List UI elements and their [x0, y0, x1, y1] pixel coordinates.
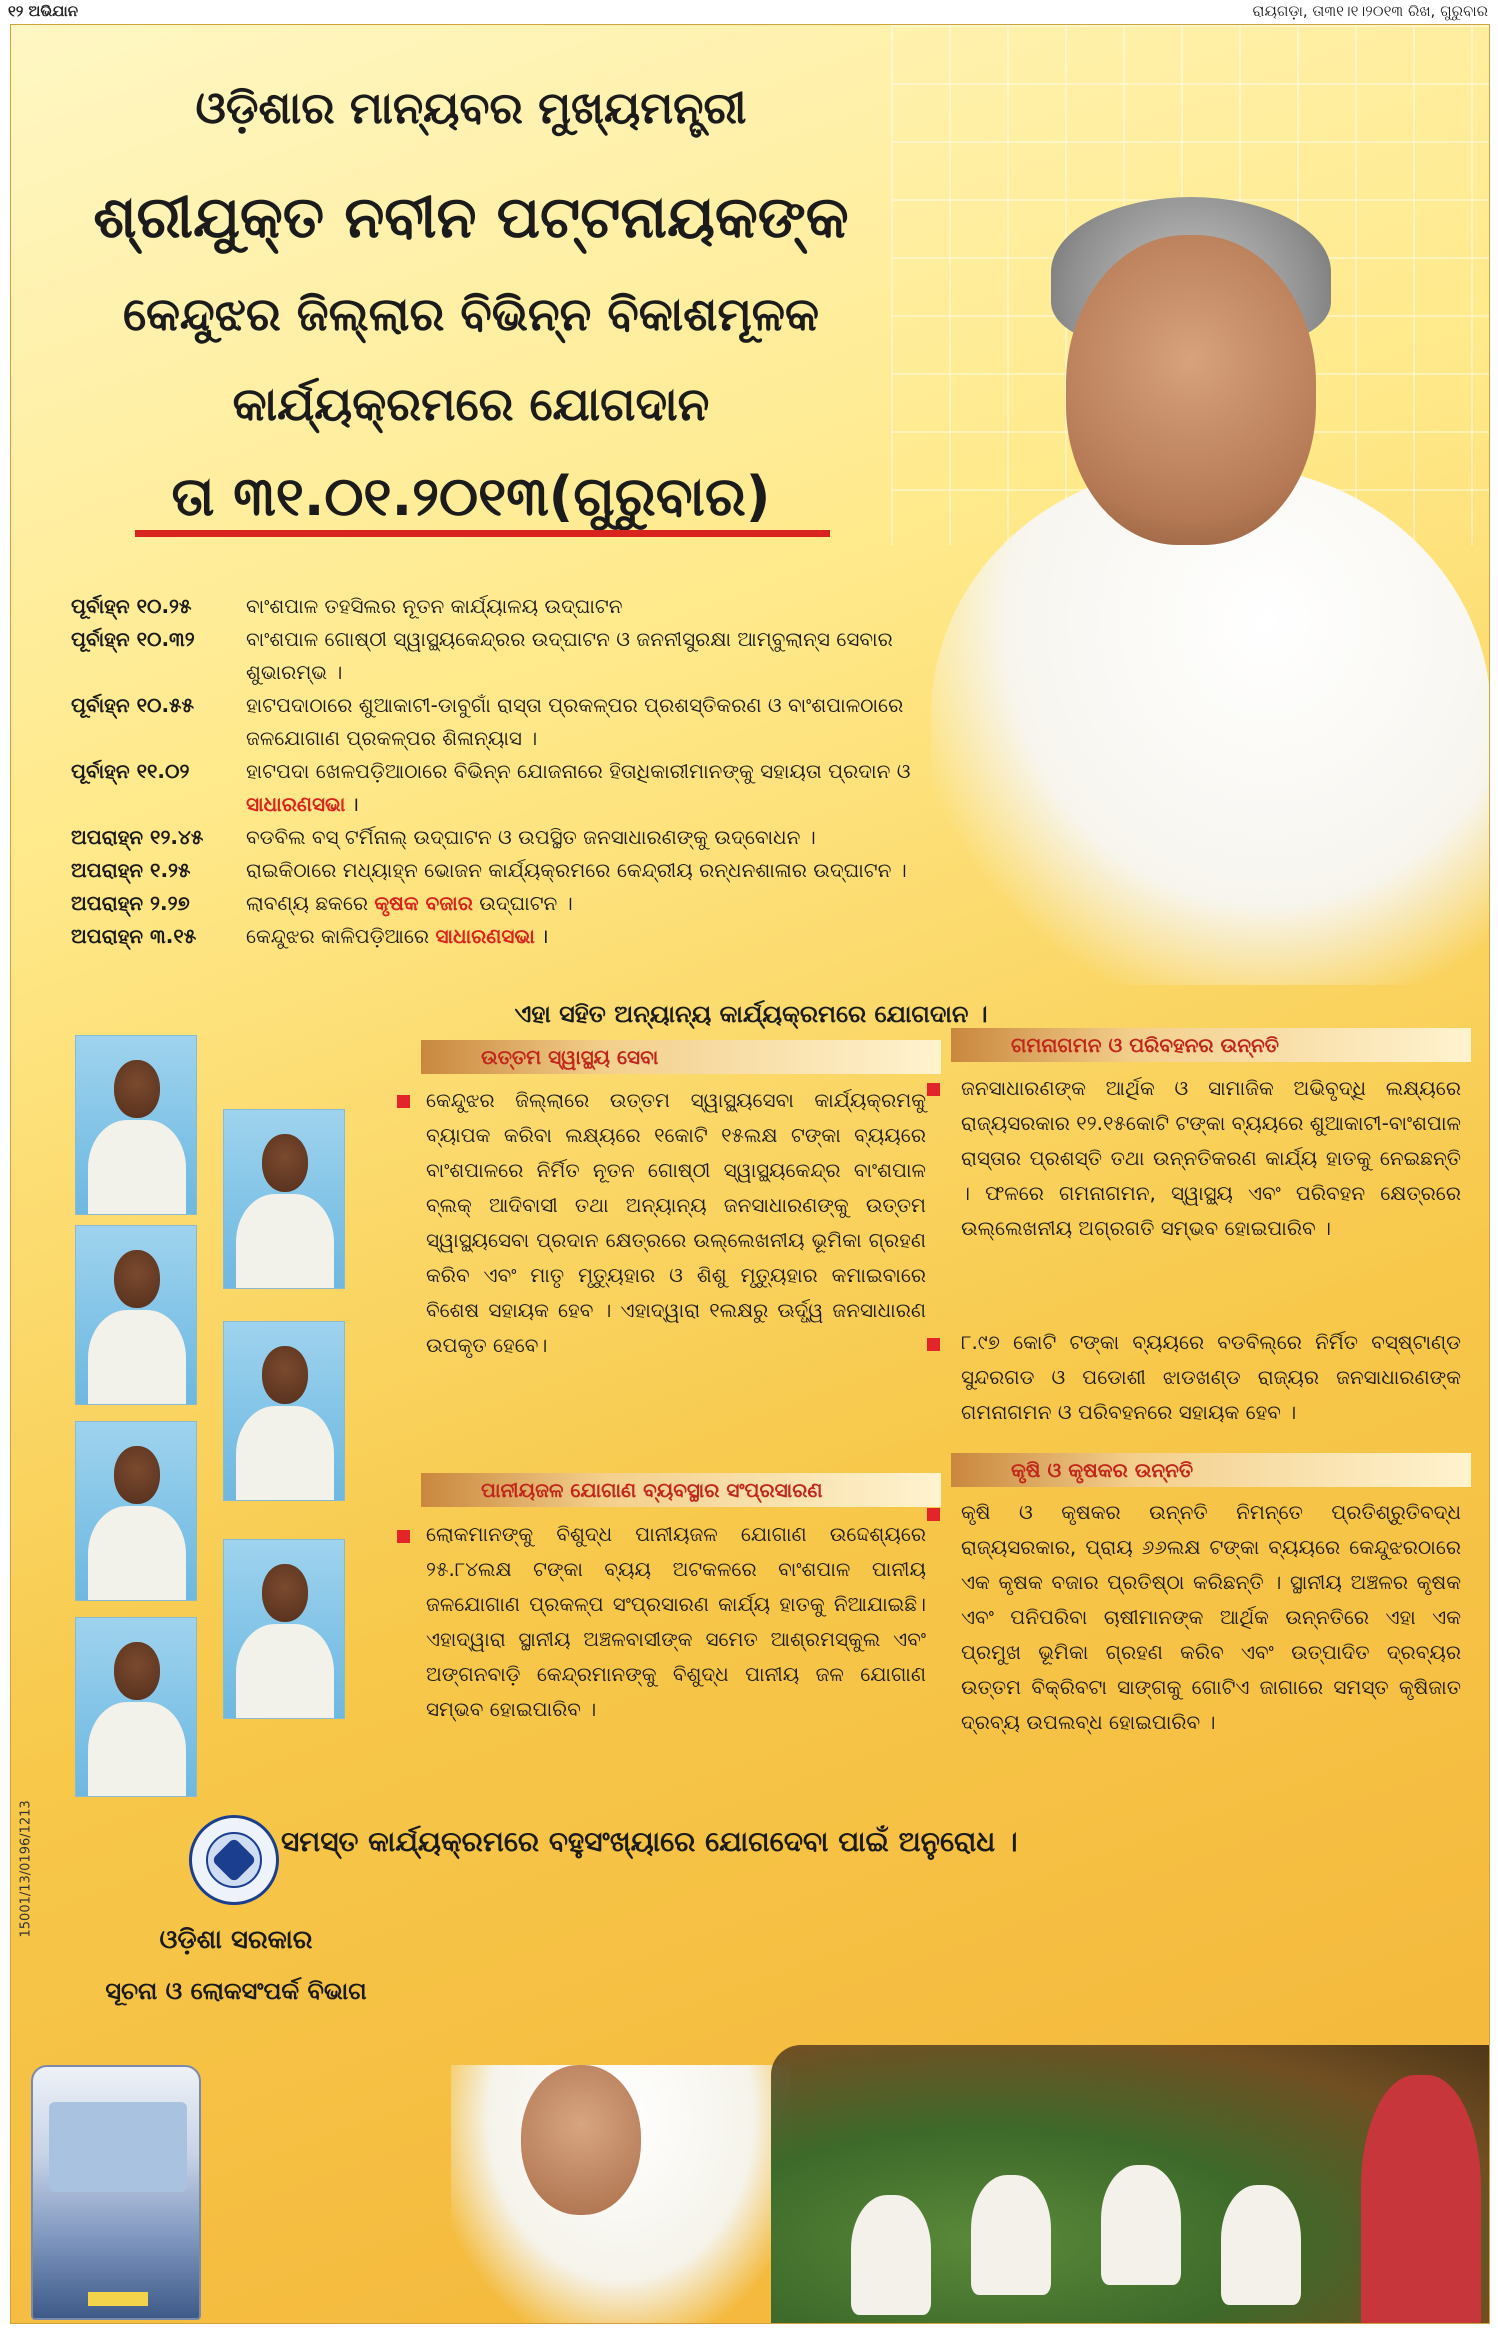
schedule-time: ପୂର୍ବାହ୍ନ ୧୦.୨୫ — [71, 594, 192, 618]
transport-section-title: ଗମନାଗମନ ଓ ପରିବହନର ଉନ୍ନତି — [951, 1028, 1471, 1062]
participation-appeal: ସମସ୍ତ କାର୍ଯ୍ୟକ୍ରମରେ ବହୁସଂଖ୍ୟାରେ ଯୋଗଦେବା ପାଇଁ ଅନୁରୋଧ । — [281, 1825, 1018, 1858]
public-meeting-highlight: ସାଧାରଣସଭା — [435, 924, 535, 948]
chief-minister-waving-image — [451, 2065, 791, 2324]
schedule-list — [71, 590, 931, 953]
schedule-time: ଅପରାହ୍ନ ୩.୧୫ — [71, 924, 197, 948]
headline-line-3: କେନ୍ଦୁଝର ଜିଲ୍ଲାର ବିଭିନ୍ନ ବିକାଶମୂଳକ — [122, 287, 820, 341]
photo-body — [88, 1310, 186, 1405]
government-name: ଓଡ଼ିଶା ସରକାର — [159, 1925, 313, 1955]
portrait-face — [1066, 235, 1316, 545]
health-section-body: କେନ୍ଦୁଝର ଜିଲ୍ଲାରେ ଉତ୍ତମ ସ୍ୱାସ୍ଥ୍ୟସେବା କାର୍ଯ୍ୟକ୍ରମକୁ ବ୍ୟାପକ କରିବା ଲକ୍ଷ୍ୟରେ ୧କୋଟି ୧୫ଲକ୍ଷ ଟଙ୍କା ବ୍ୟୟରେ ବାଂଶପାଳରେ ନିର୍ମିତ ନୂତନ ଗୋଷ୍ଠୀ ସ୍ୱାସ୍ଥ୍ୟକେନ୍ଦ୍ର ବାଂଶପାଳ ବ୍ଲକ୍ ଆଦିବାସୀ ତଥା ଅନ୍ୟାନ୍ୟ ଜନସାଧାରଣଙ୍କୁ ଉତ୍ତମ ସ୍ୱାସ୍ଥ୍ୟସେବା ପ୍ରଦାନ କ୍ଷେତ୍ରରେ ଉଲ୍ଲେଖନୀୟ ଭୂମିକା ଗ୍ରହଣ କରିବ ଏବଂ ମାତୃ ମୃତ୍ୟୁହାର ଓ ଶିଶୁ ମୃତ୍ୟୁହାର କମାଇବାରେ ବିଶେଷ ସହାୟକ ହେବ । ଏହାଦ୍ୱାରା ୧ଲକ୍ଷରୁ ଊର୍ଦ୍ଧ୍ୱ ଜନସାଧାରଣ ଉପକୃତ ହେବେ। — [426, 1088, 926, 1357]
photo-body — [236, 1406, 334, 1501]
schedule-row — [71, 920, 931, 953]
photo-face — [262, 1564, 308, 1622]
schedule-description: ବାଂଶପାଳ ଗୋଷ୍ଠୀ ସ୍ୱାସ୍ଥ୍ୟକେନ୍ଦ୍ରର ଉଦ୍‌ଘାଟନ ଓ ଜନନୀସୁରକ୍ଷା ଆମ୍ବୁଲାନ୍ସ ସେବାର ଶୁଭାରମ୍ଭ । — [246, 627, 893, 684]
schedule-text: ହାଟପଦା ଖେଳପଡ଼ିଆଠାରେ ବିଭିନ୍ନ ଯୋଜନାରେ ହିତାଧିକାରୀମାନଙ୍କୁ ସହାୟତା ପ୍ରଦାନ ଓ — [246, 759, 911, 783]
child-figure — [971, 2175, 1051, 2295]
agriculture-section-body: କୃଷି ଓ କୃଷକର ଉନ୍ନତି ନିମନ୍ତେ ପ୍ରତିଶ୍ରୁତିବଦ୍ଧ ରାଜ୍ୟସରକାର, ପ୍ରାୟ ୬୬ଲକ୍ଷ ଟଙ୍କା ବ୍ୟୟରେ କେନ୍ଦୁଝରଠାରେ ଏକ କୃଷକ ବଜାର ପ୍ରତିଷ୍ଠା କରିଛନ୍ତି । ସ୍ଥାନୀୟ ଅଞ୍ଚଳର କୃଷକ ଏବଂ ପନିପରିବା ଚାଷୀମାନଙ୍କ ଆର୍ଥିକ ଉନ୍ନତିରେ ଏହା ଏକ ପ୍ରମୁଖ ଭୂମିକା ଗ୍ରହଣ କରିବ ଏବଂ ଉତ୍ପାଦିତ ଦ୍ରବ୍ୟର ଉତ୍ତମ ବିକ୍ରିବଟା ସାଙ୍ଗକୁ ଗୋଟିଏ ଜାଗାରେ ସମସ୍ତ କୃଷିଜାତ ଦ୍ରବ୍ୟ ଉପଲବ୍ଧ ହୋଇପାରିବ । — [961, 1500, 1461, 1734]
photo-body — [88, 1702, 186, 1797]
waving-face — [521, 2065, 641, 2215]
schedule-row — [71, 755, 931, 821]
public-meeting-highlight: ସାଧାରଣସଭା — [246, 792, 346, 816]
bullet-icon — [927, 1508, 940, 1521]
schedule-time: ପୂର୍ବାହ୍ନ ୧୦.୩୨ — [71, 627, 195, 651]
bus-windshield — [49, 2102, 187, 2192]
headline-line-1: ଓଡ଼ିଶାର ମାନ୍ୟବର ମୁଖ୍ୟମନ୍ତ୍ରୀ — [195, 83, 747, 134]
title-underline — [135, 530, 830, 537]
schedule-suffix: ଉଦ୍‌ଘାଟନ । — [472, 891, 573, 915]
photo-face — [114, 1250, 160, 1308]
release-code: 15001/13/0196/1213 — [18, 1800, 34, 1938]
schedule-description — [246, 920, 966, 953]
headline-line-4: କାର୍ଯ୍ୟକ୍ରମରେ ଯୋଗଦାନ — [232, 377, 710, 431]
chief-minister-portrait — [891, 165, 1490, 945]
schedule-text: କେନ୍ଦୁଝର କାଳିପଡ଼ିଆରେ — [246, 924, 430, 948]
schedule-row — [71, 590, 931, 623]
schedule-row — [71, 887, 931, 920]
dignitary-photo — [223, 1321, 345, 1501]
schedule-time: ଅପରାହ୍ନ ୧.୨୫ — [71, 858, 191, 882]
schedule-row — [71, 821, 931, 854]
page-number: ୧୨ ଅଭିଯାନ — [8, 2, 79, 20]
dignitary-photo — [223, 1539, 345, 1719]
photo-face — [114, 1446, 160, 1504]
schedule-suffix: । — [345, 792, 360, 816]
schedule-row — [71, 689, 931, 755]
water-section-title: ପାନୀୟଜଳ ଯୋଗାଣ ବ୍ୟବସ୍ଥାର ସଂପ୍ରସାରଣ — [421, 1473, 941, 1507]
photo-body — [88, 1120, 186, 1215]
market-children-image — [771, 2045, 1490, 2324]
photo-body — [236, 1624, 334, 1719]
transport-section-body-1: ଜନସାଧାରଣଙ୍କ ଆର୍ଥିକ ଓ ସାମାଜିକ ଅଭିବୃଦ୍ଧି ଲକ୍ଷ୍ୟରେ ରାଜ୍ୟସରକାର ୧୨.୧୫କୋଟି ଟଙ୍କା ବ୍ୟୟରେ ଶୁଆକାଟୀ-ବାଂଶପାଳ ରାସ୍ତାର ପ୍ରଶସ୍ତି ତଥା ଉନ୍ନତିକରଣ କାର୍ଯ୍ୟ ହାତକୁ ନେଇଛନ୍ତି । ଫଳରେ ଗମନାଗମନ, ସ୍ୱାସ୍ଥ୍ୟ ଏବଂ ପରିବହନ କ୍ଷେତ୍ରରେ ଉଲ୍ଲେଖନୀୟ ଅଗ୍ରଗତି ସମ୍ଭବ ହୋଇପାରିବ । — [961, 1076, 1461, 1240]
farmers-market-highlight: କୃଷକ ବଜାର — [374, 891, 473, 915]
schedule-row — [71, 854, 931, 887]
odisha-emblem-icon — [189, 1815, 279, 1905]
schedule-description — [246, 755, 966, 821]
child-figure — [851, 2195, 931, 2315]
dignitary-photo — [75, 1421, 197, 1601]
other-programs-tagline: ଏହା ସହିତ ଅନ୍ୟାନ୍ୟ କାର୍ଯ୍ୟକ୍ରମରେ ଯୋଗଦାନ । — [514, 1000, 988, 1028]
photo-face — [114, 1060, 160, 1118]
schedule-time: ପୂର୍ବାହ୍ନ ୧୦.୫୫ — [71, 693, 195, 717]
water-section-body: ଲୋକମାନଙ୍କୁ ବିଶୁଦ୍ଧ ପାନୀୟଜଳ ଯୋଗାଣ ଉଦ୍ଦେଶ୍ୟରେ ୨୫.୮୪ଲକ୍ଷ ଟଙ୍କା ବ୍ୟୟ ଅଟକଳରେ ବାଂଶପାଳ ପାନୀୟ ଜଳଯୋଗାଣ ପ୍ରକଳ୍ପ ସଂପ୍ରସାରଣ କାର୍ଯ୍ୟ ହାତକୁ ନିଆଯାଇଛି। ଏହାଦ୍ୱାରା ସ୍ଥାନୀୟ ଅଞ୍ଚଳବାସୀଙ୍କ ସମେତ ଆଶ୍ରମସ୍କୁଲ ଏବଂ ଅଙ୍ଗନବାଡ଼ି କେନ୍ଦ୍ରମାନଙ୍କୁ ବିଶୁଦ୍ଧ ପାନୀୟ ଜଳ ଯୋଗାଣ ସମ୍ଭବ ହୋଇପାରିବ । — [426, 1522, 926, 1721]
bullet-icon — [927, 1083, 940, 1096]
department-name: ସୂଚନା ଓ ଲୋକସଂପର୍କ ବିଭାଗ — [105, 1977, 367, 2005]
agriculture-section-title: କୃଷି ଓ କୃଷକର ଉନ୍ନତି — [951, 1453, 1471, 1487]
dignitary-photo — [223, 1109, 345, 1289]
photo-body — [88, 1506, 186, 1601]
schedule-suffix: । — [534, 924, 549, 948]
dignitary-photo — [75, 1617, 197, 1797]
bus-plate — [88, 2292, 148, 2306]
health-section-title: ଉତ୍ତମ ସ୍ୱାସ୍ଥ୍ୟ ସେବା — [421, 1040, 941, 1074]
newspaper-header — [0, 0, 1498, 22]
photo-face — [262, 1346, 308, 1404]
event-date: ତା ୩୧.୦୧.୨୦୧୩(ଗୁରୁବାର) — [171, 465, 771, 528]
headline-line-2: ଶ୍ରୀଯୁକ୍ତ ନବୀନ ପଟ୍ଟନାୟକଙ୍କ — [93, 183, 849, 251]
schedule-row — [71, 623, 931, 689]
schedule-time: ପୂର୍ବାହ୍ନ ୧୧.୦୨ — [71, 759, 190, 783]
bus-image — [31, 2065, 201, 2320]
schedule-text: ଲାବଣ୍ୟ ଛକରେ — [246, 891, 369, 915]
schedule-time: ଅପରାହ୍ନ ୧୨.୪୫ — [71, 825, 204, 849]
schedule-description — [246, 887, 966, 920]
schedule-description: ବଡବିଲ ବସ୍ ଟର୍ମିନାଲ୍ ଉଦ୍‌ଘାଟନ ଓ ଉପସ୍ଥିତ ଜନସାଧାରଣଙ୍କୁ ଉଦ୍‌ବୋଧନ । — [246, 825, 816, 849]
transport-section-body-2: ୮.୯୭ କୋଟି ଟଙ୍କା ବ୍ୟୟରେ ବଡବିଲ୍‌ରେ ନିର୍ମିତ ବସ୍‌ଷ୍ଟାଣ୍ଡ ସୁନ୍ଦରଗଡ ଓ ପଡୋଶୀ ଝାଡଖଣ୍ଡ ରାଜ୍ୟର ଜନସାଧାରଣଙ୍କ ଗମନାଗମନ ଓ ପରିବହନରେ ସହାୟକ ହେବ । — [961, 1330, 1461, 1424]
advertisement — [10, 24, 1490, 2324]
schedule-description: ବାଂଶପାଳ ତହସିଲର ନୂତନ କାର୍ଯ୍ୟାଳୟ ଉଦ୍‌ଘାଟନ — [246, 594, 623, 618]
bottom-photo-collage — [11, 2025, 1490, 2324]
schedule-description: ହାଟପଦାଠାରେ ଶୁଆକାଟୀ-ଡାବୁଗାଁ ରାସ୍ତା ପ୍ରକଳ୍ପର ପ୍ରଶସ୍ତିକରଣ ଓ ବାଂଶପାଳଠାରେ ଜଳଯୋଗାଣ ପ୍ରକଳ୍ପର ଶିଳାନ୍ୟାସ । — [246, 693, 904, 750]
child-figure — [1101, 2165, 1181, 2285]
dignitary-photo — [75, 1035, 197, 1215]
photo-face — [262, 1134, 308, 1192]
schedule-description: ରାଇକିଠାରେ ମଧ୍ୟାହ୍ନ ଭୋଜନ କାର୍ଯ୍ୟକ୍ରମରେ କେନ୍ଦ୍ରୀୟ ରନ୍ଧନଶାଳାର ଉଦ୍‌ଘାଟନ । — [246, 858, 907, 882]
bullet-icon — [397, 1095, 410, 1108]
photo-face — [114, 1642, 160, 1700]
schedule-time: ଅପରାହ୍ନ ୨.୨୭ — [71, 891, 190, 915]
dignitary-photo — [75, 1225, 197, 1405]
photo-body — [236, 1194, 334, 1289]
bullet-icon — [927, 1338, 940, 1351]
dateline: ରାୟଗଡ଼ା, ତା୩୧।୧।୨୦୧୩ ରିଖ, ଗୁରୁବାର — [1252, 2, 1488, 20]
bullet-icon — [397, 1530, 410, 1543]
girl-figure — [1361, 2075, 1481, 2324]
child-figure — [1221, 2185, 1301, 2305]
